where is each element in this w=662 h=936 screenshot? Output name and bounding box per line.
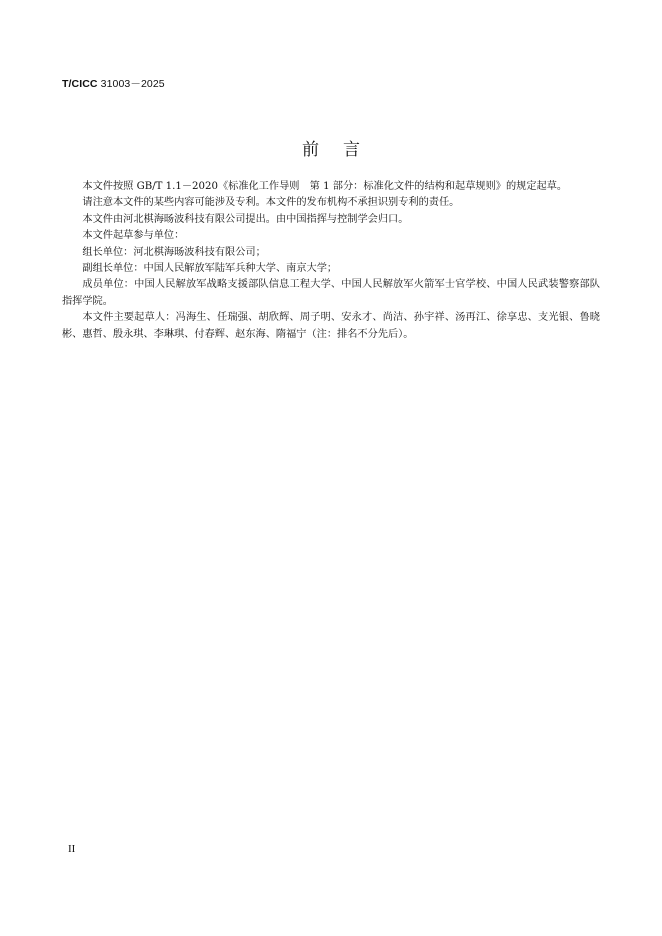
paragraph-participants-heading: 本文件起草参与单位： — [82, 230, 185, 242]
paragraph-lead-unit: 组长单位：河北棋海旸波科技有限公司； — [82, 246, 266, 258]
title-char-1: 前 — [302, 140, 319, 160]
document-code-prefix: T/CICC — [62, 78, 98, 90]
paragraph-deputy-units: 副组长单位：中国人民解放军陆军兵种大学、南京大学； — [82, 263, 338, 275]
paragraph-main-drafters: 本文件主要起草人：冯海生、任瑞强、胡欣辉、周子明、安永才、尚洁、孙宇祥、汤再江、徐享忠、支光银、鲁晓彬、惠哲、殷永琪、李琳琪、付春辉、赵东海、隋福宁（注：排名不分先后）。 — [62, 312, 600, 340]
foreword-body — [62, 179, 600, 343]
page-number: II — [68, 843, 76, 855]
document-code-number: 31003－2025 — [100, 78, 165, 90]
document-code — [62, 76, 165, 91]
title-char-2: 言 — [343, 140, 360, 160]
page-title — [0, 135, 662, 160]
paragraph-drafting-rules: 本文件按照 GB/T 1.1－2020《标准化工作导则 第 1 部分：标准化文件的结构和起草规则》的规定起草。 — [82, 181, 568, 192]
paragraph-member-units: 成员单位：中国人民解放军战略支援部队信息工程大学、中国人民解放军火箭军士官学校、中国人民武装警察部队指挥学院。 — [62, 279, 600, 307]
paragraph-proposer: 本文件由河北棋海旸波科技有限公司提出。由中国指挥与控制学会归口。 — [82, 213, 409, 225]
paragraph-patent-notice: 请注意本文件的某些内容可能涉及专利。本文件的发布机构不承担识别专利的责任。 — [82, 197, 460, 209]
